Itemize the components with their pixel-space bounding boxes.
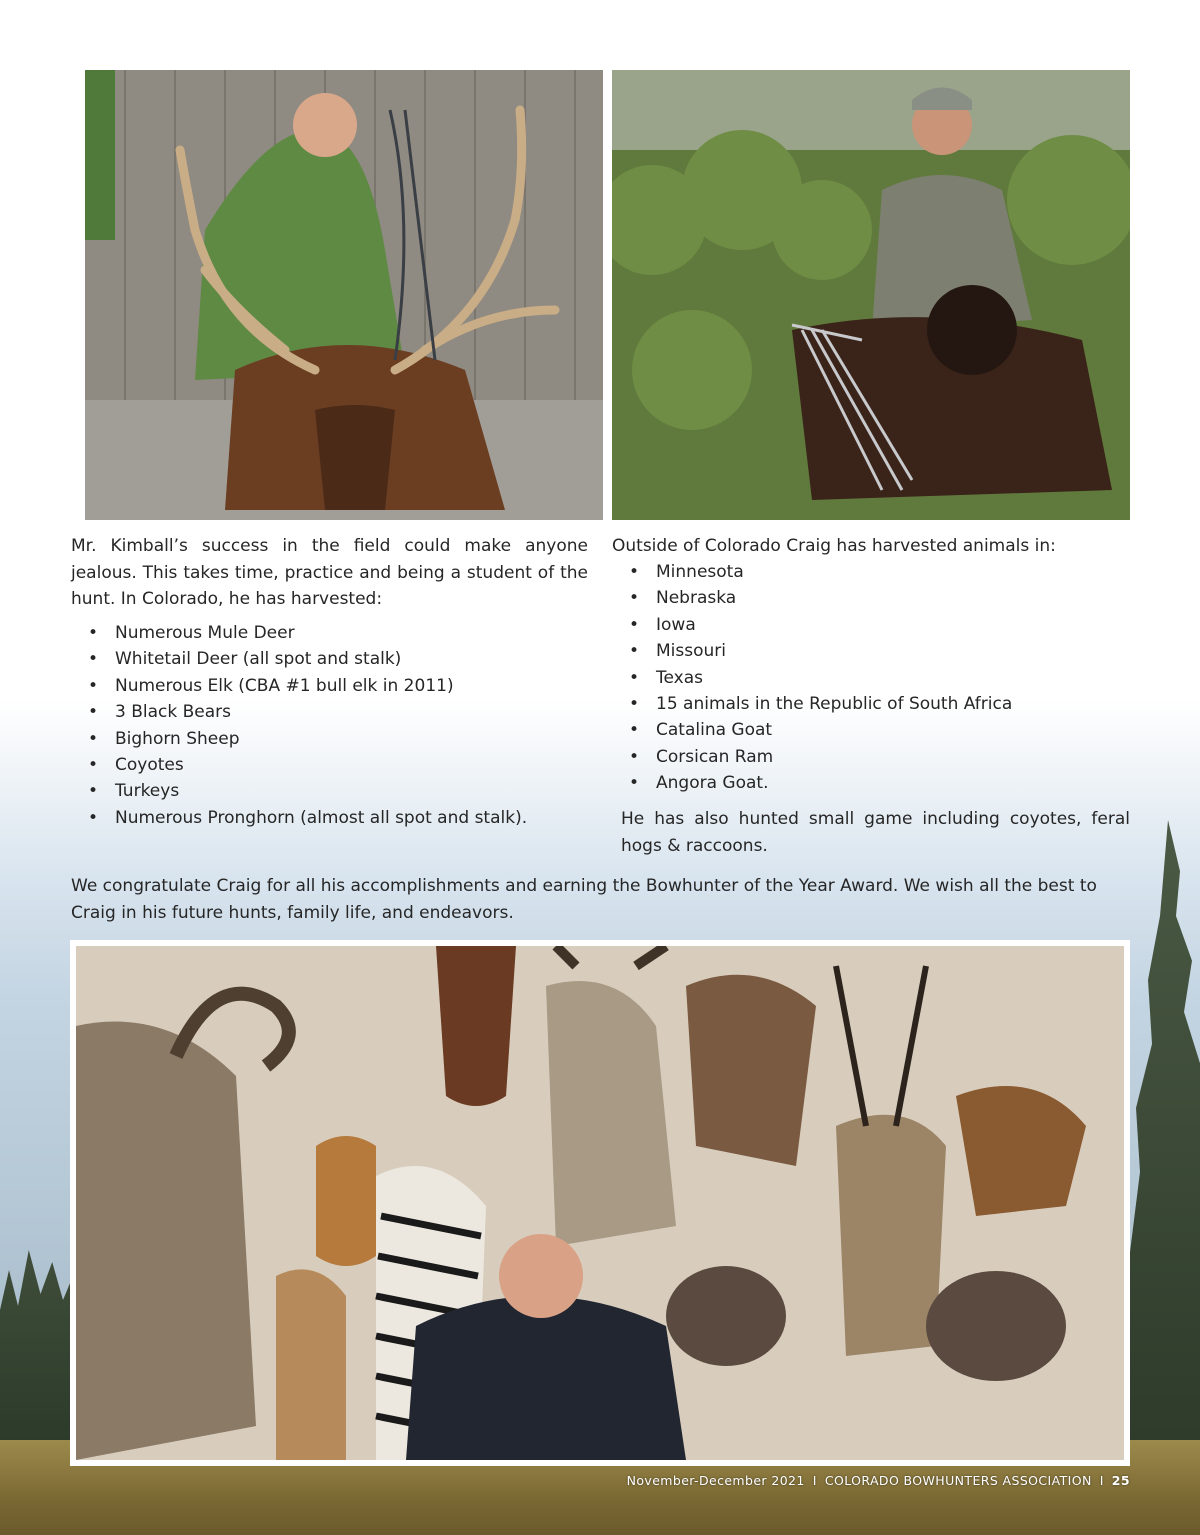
list-item: • 15 animals in the Republic of South Africa bbox=[612, 691, 1130, 717]
list-item: • Numerous Elk (CBA #1 bull elk in 2011) bbox=[71, 673, 588, 699]
colorado-harvest-list bbox=[71, 620, 588, 831]
bear-photo-image bbox=[612, 70, 1130, 520]
list-item: • Texas bbox=[612, 665, 1130, 691]
left-intro-paragraph: Mr. Kimball’s success in the field could make anyone jealous. This takes time, practice and being a student of the hunt. In Colorado, he has harvested: bbox=[71, 536, 588, 609]
list-item: • Numerous Pronghorn (almost all spot and stalk). bbox=[71, 805, 588, 831]
list-item: • Whitetail Deer (all spot and stalk) bbox=[71, 646, 588, 672]
trophy-wall-image bbox=[76, 946, 1124, 1460]
outside-colorado-list bbox=[612, 559, 1130, 797]
page-number: 25 bbox=[1111, 1473, 1130, 1488]
right-intro-paragraph: Outside of Colorado Craig has harvested animals in: bbox=[612, 536, 1056, 556]
list-item: • Angora Goat. bbox=[612, 770, 1130, 796]
list-item: • Turkeys bbox=[71, 778, 588, 804]
list-item: • Missouri bbox=[612, 638, 1130, 664]
list-item: • 3 Black Bears bbox=[71, 699, 588, 725]
list-item: • Corsican Ram bbox=[612, 744, 1130, 770]
list-item: • Iowa bbox=[612, 612, 1130, 638]
footer-issue-date: November-December 2021 bbox=[626, 1473, 805, 1488]
elk-photo-image bbox=[85, 70, 603, 520]
footer-publication: COLORADO BOWHUNTERS ASSOCIATION bbox=[824, 1473, 1092, 1488]
photo-elk-harvest bbox=[85, 70, 603, 520]
photo-bear-harvest bbox=[612, 70, 1130, 520]
footer-separator: I bbox=[812, 1473, 817, 1488]
list-item: • Numerous Mule Deer bbox=[71, 620, 588, 646]
small-game-paragraph: He has also hunted small game including coyotes, feral hogs & raccoons. bbox=[621, 809, 1130, 856]
list-item: • Nebraska bbox=[612, 585, 1130, 611]
photo-trophy-wall bbox=[70, 940, 1130, 1466]
list-item: • Minnesota bbox=[612, 559, 1130, 585]
footer-separator: I bbox=[1099, 1473, 1104, 1488]
list-item: • Coyotes bbox=[71, 752, 588, 778]
list-item: • Bighorn Sheep bbox=[71, 726, 588, 752]
page-footer bbox=[560, 1473, 1130, 1493]
list-item: • Catalina Goat bbox=[612, 717, 1130, 743]
closing-paragraph: We congratulate Craig for all his accomplishments and earning the Bowhunter of the Year Award. We wish all the best to Craig in his future hunts, family life, and endeavors. bbox=[71, 876, 1097, 923]
